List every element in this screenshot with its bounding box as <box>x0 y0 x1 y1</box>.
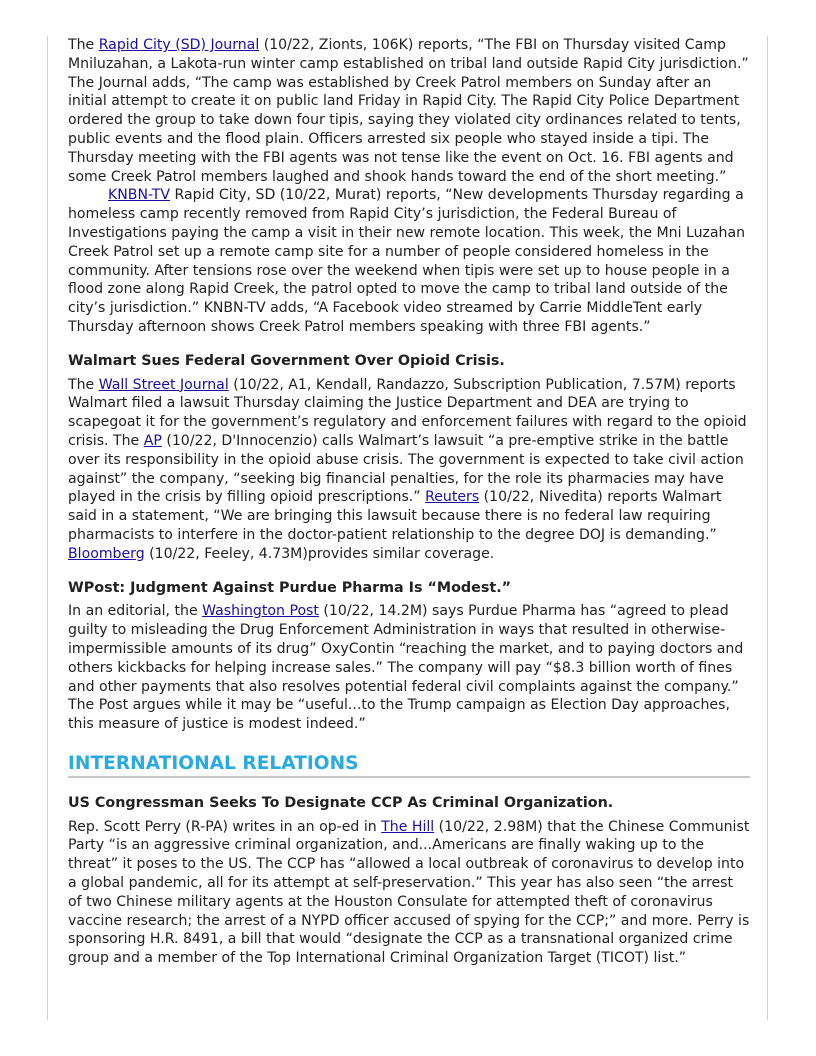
ccp-text-2: (10/22, 2.98M) that the Chinese Communist Party “is an aggressive criminal organization, and...Americans are finally waking up to the threat” it poses to the US. The CCP has “allowed a local outbreak of coronavirus to develop into a global pandemic, all for its attempt at self-preservation.” This year has also seen “the arrest of two Chinese military agents at the Houston Consulate for attempted theft of coronavirus vaccine research; the arrest of a NYPD officer accused of spying for the CCP;” and more. Perry is sponsoring H.R. 8491, a bill that would “designate the CCP as a transnational organized crime group and a member of the Top International Criminal Organization Target (TICOT) list.” <box>68 818 750 967</box>
walmart-text-1: The <box>68 376 99 393</box>
walmart-text-2: (10/22, A1, Kendall, Randazzo, Subscription Publication, 7.57M) reports Walmart filed a lawsuit Thursday claiming the Justice Department and DEA are trying to scapegoat it for the government’s regulatory and enforcement failures with regard to the opioid crisis. The <box>68 376 747 449</box>
camp-paragraph-2-text: Rapid City, SD (10/22, Murat) reports, “New developments Thursday regarding a homeless camp recently removed from Rapid City’s jurisdiction, the Federal Bureau of Investigations paying the camp a visit in their new remote location. This week, the Mni Luzahan Creek Patrol set up a remote camp site for a number of people considered homeless in the community. After tensions rose over the weekend when tipis were set up to house people in a flood zone along Rapid Creek, the patrol opted to move the camp to tribal land outside of the city’s jurisdiction.” KNBN-TV adds, “A Facebook video streamed by Carrie MiddleTent early Thursday afternoon shows Creek Patrol members speaking with three FBI agents.” <box>68 187 746 335</box>
ap-link[interactable]: AP <box>143 432 162 449</box>
washington-post-link[interactable]: Washington Post <box>202 603 319 620</box>
walmart-text-3: (10/22, D'Innocenzio) calls Walmart’s lawsuit “a pre-emptive strike in the battle over its responsibility in the opioid abuse crisis. The government is expected to take civil action against” the company, “seeking big financial penalties, for the role its pharmacies may have played in the crisis by filling opioid prescriptions.” <box>68 432 744 506</box>
article-body <box>68 36 750 968</box>
ccp-paragraph <box>68 818 750 968</box>
camp-paragraph-2 <box>68 186 750 336</box>
walmart-headline: Walmart Sues Federal Government Over Opioid Crisis. <box>68 352 505 369</box>
wsj-link[interactable]: Wall Street Journal <box>98 376 229 393</box>
walmart-text-5: (10/22, Feeley, 4.73M)provides similar coverage. <box>144 545 495 562</box>
wpost-text-1: In an editorial, the <box>68 603 203 620</box>
ccp-headline: US Congressman Seeks To Designate CCP As Criminal Organization. <box>68 794 614 811</box>
ccp-text-1: Rep. Scott Perry (R-PA) writes in an op-ed in <box>68 818 382 835</box>
walmart-text-4: (10/22, Nivedita) reports Walmart said in a statement, “We are bringing this lawsuit because there is no federal law requiring pharmacists to interfere in the doctor-patient relationship to the degree DOJ is demanding.” <box>68 489 722 543</box>
wpost-headline: WPost: Judgment Against Purdue Pharma Is “Modest.” <box>68 579 512 596</box>
walmart-paragraph <box>68 376 750 564</box>
camp-paragraph-1-text: (10/22, Zionts, 106K) reports, “The FBI on Thursday visited Camp Mniluzahan, a Lakota-run winter camp established on tribal land outside Rapid City jurisdiction.” The Journal adds, “The camp was established by Creek Patrol members on Sunday after an initial attempt to create it on public land Friday in Rapid City. The Rapid City Police Department ordered the group to take down four tipis, saying they violated city ordinances related to tents, public events and the flood plain. Officers arrested six people who stayed inside a tipi. The Thursday meeting with the FBI agents was not tense like the event on Oct. 16. FBI agents and some Creek Patrol members laughed and shook hands toward the end of the short meeting.” <box>68 37 749 185</box>
section-heading-international-relations: INTERNATIONAL RELATIONS <box>68 752 750 778</box>
wpost-text-2: (10/22, 14.2M) says Purdue Pharma has “agreed to plead guilty to misleading the Drug Enforcement Administration in ways that resulted in otherwise-impermissible amounts of its drug” OxyContin “reaching the market, and to paying doctors and others kickbacks for helping increase sales.” The company will pay “$8.3 billion worth of fines and other payments that also resolves potential federal civil complaints against the company.” The Post argues while it may be “useful...to the Trump campaign as Election Day approaches, this measure of justice is modest indeed.” <box>68 603 744 733</box>
rapid-city-journal-link[interactable]: Rapid City (SD) Journal <box>98 37 260 53</box>
bloomberg-link[interactable]: Bloomberg <box>68 545 145 562</box>
knbn-tv-link[interactable]: KNBN-TV <box>108 187 171 204</box>
camp-paragraph-1: The Rapid City (SD) Journal (10/22, Zionts, 106K) reports, “The FBI on Thursday visited Camp Mniluzahan, a Lakota-run winter camp established on tribal land outside Rapid City jurisdiction.” The Journal adds, “The camp was established by Creek Patrol members on Sunday after an initial attempt to create it on public land Friday in Rapid City. The Rapid City Police Department ordered the group to take down four tipis, saying they violated city ordinances related to tents, public events and the flood plain. Officers arrested six people who stayed inside a tipi. The Thursday meeting with the FBI agents was not tense like the event on Oct. 16. FBI agents and some Creek Patrol members laughed and shook hands toward the end of the short meeting.” <box>68 37 749 185</box>
wpost-paragraph <box>68 602 750 734</box>
reuters-link[interactable]: Reuters <box>425 489 480 506</box>
the-hill-link[interactable]: The Hill <box>381 818 435 835</box>
